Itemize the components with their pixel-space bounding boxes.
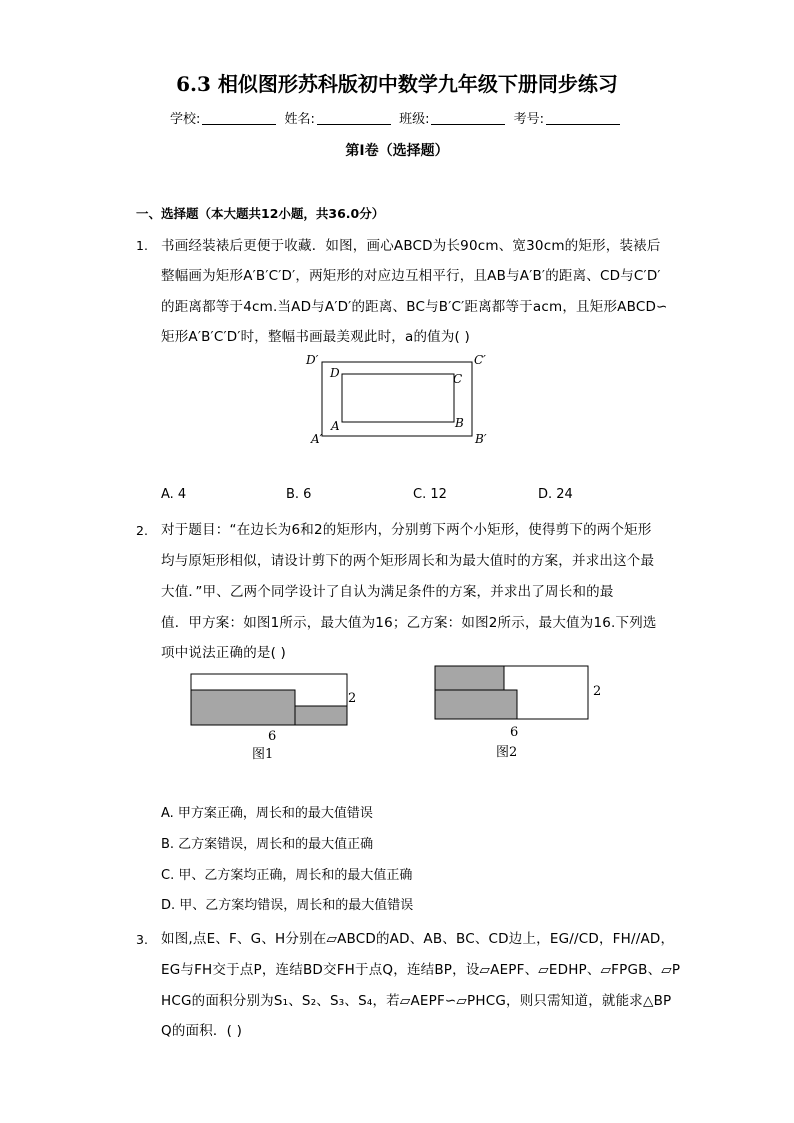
question-3-line-4: Q的面积．( ) bbox=[161, 1023, 243, 1039]
outer-rectangle bbox=[322, 362, 472, 436]
exam-number-blank[interactable] bbox=[546, 112, 620, 125]
question-2-option-d[interactable]: D. 甲、乙方案均错误，周长和的最大值错误 bbox=[161, 898, 414, 913]
exam-number-label: 考号: bbox=[513, 112, 544, 127]
name-blank[interactable] bbox=[317, 112, 391, 125]
question-1-line-1: 书画经装裱后更便于收藏．如图，画心ABCD为长90cm、宽30cm的矩形，装裱后 bbox=[161, 238, 661, 254]
question-3-line-1: 如图,点E、F、G、H分别在▱ABCD的AD、AB、BC、CD边上，EG//CD，FH//AD， bbox=[161, 931, 675, 947]
question-3-line-2: EG与FH交于点P，连结BD交FH于点Q，连结BP，设▱AEPF、▱EDHP、▱FPGB、▱P bbox=[161, 962, 681, 978]
question-2-line-5: 项中说法正确的是( ) bbox=[161, 645, 287, 661]
question-1-option-b[interactable]: B. 6 bbox=[286, 487, 312, 502]
inner-rectangle bbox=[342, 374, 454, 422]
section-title: 第I卷（选择题） bbox=[345, 143, 449, 159]
question-3-number: 3. bbox=[136, 932, 148, 947]
question-1-number: 1. bbox=[136, 238, 148, 253]
class-label: 班级: bbox=[399, 112, 430, 127]
figure-2-small-cutout bbox=[435, 666, 504, 690]
question-2-line-1: 对于题目：“在边长为6和2的矩形内，分别剪下两个小矩形，使得剪下的两个矩形 bbox=[161, 522, 652, 538]
figure-1-width-label: 6 bbox=[268, 729, 277, 744]
label-d: D bbox=[330, 366, 340, 380]
question-2-figure-1 bbox=[186, 668, 366, 768]
figure-2-large-cutout bbox=[435, 690, 517, 719]
label-c-prime: C′ bbox=[474, 353, 486, 367]
question-1-line-2: 整幅画为矩形A′B′C′D′，两矩形的对应边互相平行，且AB与A′B′的距离、CD与C′D′ bbox=[161, 268, 661, 284]
question-1-figure bbox=[300, 350, 500, 450]
part-heading: 一、选择题（本大题共12小题，共36.0分） bbox=[136, 206, 385, 221]
question-2-line-4: 值．甲方案：如图1所示，最大值为16；乙方案：如图2所示，最大值为16.下列选 bbox=[161, 615, 657, 631]
question-1-option-d[interactable]: D. 24 bbox=[538, 487, 573, 502]
question-2-option-a[interactable]: A. 甲方案正确，周长和的最大值错误 bbox=[161, 806, 373, 821]
document-title: 6.3 相似图形苏科版初中数学九年级下册同步练习 bbox=[176, 72, 618, 96]
school-blank[interactable] bbox=[202, 112, 276, 125]
label-a: A bbox=[331, 419, 340, 433]
question-1-option-a[interactable]: A. 4 bbox=[161, 487, 187, 502]
question-3-line-3: HCG的面积分别为S₁、S₂、S₃、S₄，若▱AEPF∽▱PHCG，则只需知道，就能求△BP bbox=[161, 993, 672, 1009]
question-1-line-4: 矩形A′B′C′D′时，整幅书画最美观此时，a的值为( ) bbox=[161, 329, 470, 345]
figure-2-width-label: 6 bbox=[510, 725, 519, 740]
figure-1-height-label: 2 bbox=[348, 691, 357, 706]
question-2-figure-2 bbox=[430, 660, 610, 760]
question-2-option-b[interactable]: B. 乙方案错误，周长和的最大值正确 bbox=[161, 837, 374, 852]
question-1-option-c[interactable]: C. 12 bbox=[413, 487, 447, 502]
label-a-prime: A′ bbox=[311, 432, 323, 446]
student-info-line bbox=[0, 108, 794, 127]
label-b: B bbox=[455, 416, 464, 430]
class-blank[interactable] bbox=[431, 112, 505, 125]
question-1-line-3: 的距离都等于4cm.当AD与A′D′的距离、BC与B′C′距离都等于acm，且矩形ABCD∽ bbox=[161, 299, 668, 315]
figure-1-caption: 图1 bbox=[252, 747, 274, 762]
figure-2-caption: 图2 bbox=[496, 745, 518, 760]
label-b-prime: B′ bbox=[475, 432, 487, 446]
name-label: 姓名: bbox=[284, 112, 315, 127]
label-d-prime: D′ bbox=[306, 353, 319, 367]
figure-1-small-cutout bbox=[295, 706, 347, 725]
label-c: C bbox=[453, 372, 463, 386]
question-2-line-3: 大值．”甲、乙两个同学设计了自认为满足条件的方案，并求出了周长和的最 bbox=[161, 584, 614, 600]
question-2-option-c[interactable]: C. 甲、乙方案均正确，周长和的最大值正确 bbox=[161, 868, 413, 883]
question-2-number: 2. bbox=[136, 523, 148, 538]
figure-1-large-cutout bbox=[191, 690, 295, 725]
figure-2-height-label: 2 bbox=[593, 684, 602, 699]
school-label: 学校: bbox=[170, 112, 201, 127]
question-2-line-2: 均与原矩形相似，请设计剪下的两个矩形周长和为最大值时的方案，并求出这个最 bbox=[161, 553, 655, 569]
